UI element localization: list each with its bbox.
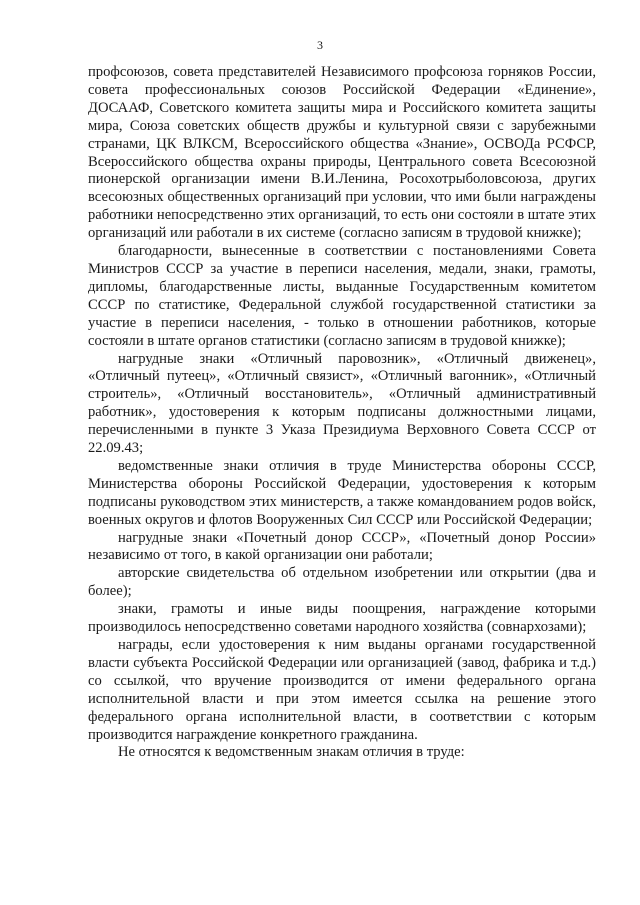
paragraph-sovnarkhoz-awards: знаки, грамоты и иные виды поощрения, награждение которыми производилось непосредственно советами народного хозяйства (совнархозами); bbox=[88, 601, 596, 636]
paragraph-regional-awards: награды, если удостоверения к ним выданы органами государственной власти субъекта Российской Федерации или организацией (завод, фабрика и т.д.) со ссылкой, что вручение производится от имени федерального органа исполнительной власти и при этом имеется ссылка на решение этого федерального органа исполнительной власти, в соответствии с которым производится награждение конкретного гражданина. bbox=[88, 637, 596, 743]
paragraph-donor-badges: нагрудные знаки «Почетный донор СССР», «Почетный донор России» независимо от того, в какой организации они работали; bbox=[88, 529, 596, 564]
paragraph-continuation: профсоюзов, совета представителей Независимого профсоюза горняков России, совета профессиональных союзов Российской Федерации «Единение», ДОСААФ, Советского комитета защиты мира и Российского комитета защиты мира, Союза советских обществ дружбы и культурной связи с зарубежными странами, ЦК ВЛКСМ, Всероссийского общества «Знание», ОСВОДа РСФСР, Всероссийского общества охраны природы, Центрального совета Всесоюзной пионерской организации имени В.И.Ленина, Росохотрыболовсоюза, других всесоюзных общественных организаций при условии, что ими были награждены работники непосредственно этих организаций, то есть они состояли в штате этих организаций или работали в их системе (согласно записям в трудовой книжке); bbox=[88, 64, 596, 242]
paragraph-inventor-certificates: авторские свидетельства об отдельном изобретении или открытии (два и более); bbox=[88, 565, 596, 600]
page-number: 3 bbox=[317, 38, 323, 52]
paragraph-exclusions-heading: Не относятся к ведомственным знакам отличия в труде: bbox=[118, 744, 465, 761]
paragraph-census-awards: благодарности, вынесенные в соответствии с постановлениями Совета Министров СССР за участие в переписи населения, медали, знаки, грамоты, дипломы, благодарственные листы, выданные Государственным комитетом СССР по статистике, Федеральной службой государственной статистики за участие в переписи населения, - только в отношении работников, которые состояли в штате органов статистики (согласно записям в трудовой книжке); bbox=[88, 243, 596, 349]
document-body bbox=[88, 64, 596, 762]
paragraph-railway-badges: нагрудные знаки «Отличный паровозник», «Отличный движенец», «Отличный путеец», «Отличный связист», «Отличный вагонник», «Отличный строитель», «Отличный восстановитель», «Отличный административный работник», удостоверения к которым подписаны должностными лицами, перечисленными в пункте 3 Указа Президиума Верховного Совета СССР от 22.09.43; bbox=[88, 350, 596, 457]
paragraph-defense-ministry-badges: ведомственные знаки отличия в труде Министерства обороны СССР, Министерства обороны Российской Федерации, удостоверения к которым подписаны руководством этих министерств, а также командованием родов войск, военных округов и флотов Вооруженных Сил СССР или Российской Федерации; bbox=[88, 457, 596, 528]
